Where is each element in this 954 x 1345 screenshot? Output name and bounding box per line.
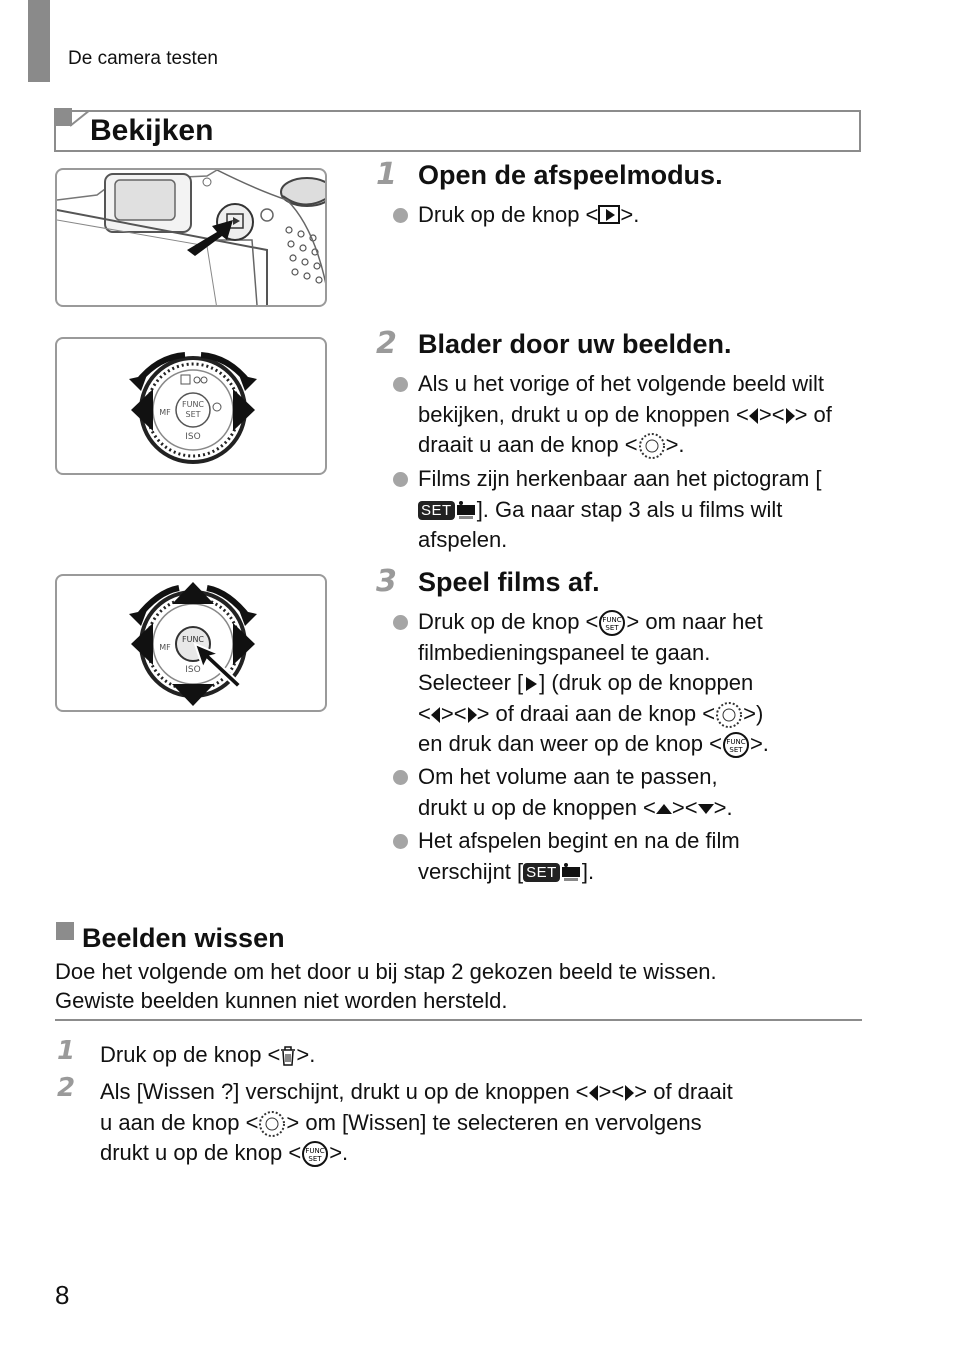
svg-text:FUNC: FUNC: [726, 738, 746, 747]
right-arrow-icon: [467, 707, 477, 723]
control-dial-icon: [258, 1110, 286, 1138]
step-title: Speel films af.: [418, 567, 600, 597]
dial-iso-label: ISO: [185, 432, 201, 442]
dial-iso-label-2: ISO: [185, 665, 201, 675]
subsection-intro-1: Doe het volgende om het door u bij stap 2 gekozen beeld te wissen.: [55, 959, 717, 984]
dial-mf-label-2: MF: [159, 643, 171, 652]
section-corner-icon: [70, 110, 92, 128]
step-title: Blader door uw beelden.: [418, 329, 732, 359]
control-dial-illustration: [55, 337, 327, 475]
svg-text:FUNC: FUNC: [602, 616, 623, 625]
control-dial-icon: [715, 701, 743, 729]
set-badge: SET: [523, 863, 560, 882]
bullet-item: Om het volume aan te passen, drukt u op de knoppen < >< >.: [393, 762, 873, 823]
up-arrow-icon: [656, 803, 672, 815]
bullet-dot: [393, 770, 408, 785]
dial-func-label: FUNC: [181, 400, 205, 409]
delete-step-1: Druk op de knop < >.: [100, 1042, 316, 1067]
bullet-dot: [393, 834, 408, 849]
trash-icon: [280, 1046, 296, 1066]
bullet-dot: [393, 377, 408, 392]
svg-text:SET: SET: [729, 746, 743, 755]
svg-text:FUNC: FUNC: [305, 1147, 325, 1156]
right-arrow-icon: [624, 1085, 634, 1101]
func-set-button-icon: [598, 609, 626, 637]
func-set-button-icon: [722, 731, 750, 759]
bullet-item: Het afspelen begint en na de film verschijnt [ SET ].: [393, 826, 873, 887]
set-badge: SET: [418, 501, 455, 520]
divider: [55, 1019, 862, 1021]
step-number: 2: [57, 1073, 76, 1103]
svg-text:SET: SET: [308, 1155, 322, 1164]
movie-icon: [455, 501, 477, 521]
step-number: 2: [376, 326, 397, 361]
left-arrow-icon: [589, 1085, 599, 1101]
subsection-intro-2: Gewiste beelden kunnen niet worden hersteld.: [55, 988, 508, 1013]
left-arrow-icon: [749, 408, 759, 424]
bullet-item: Als u het vorige of het volgende beeld wilt bekijken, drukt u op de knoppen < >< > of draait u aan de knop < >.: [393, 369, 863, 461]
bullet-item: Films zijn herkenbaar aan het pictogram [SET ]. Ga naar stap 3 als u films wilt afspelen.: [393, 464, 853, 556]
camera-playback-illustration: [55, 168, 327, 307]
left-arrow-icon: [431, 707, 441, 723]
playback-button-icon: [598, 205, 620, 224]
func-set-button-icon: [301, 1140, 329, 1168]
dial-mf-label: MF: [159, 408, 171, 417]
bullet-dot: [393, 208, 408, 223]
dial-set-label: SET: [185, 410, 201, 419]
movie-icon: [560, 863, 582, 883]
step-number: 3: [376, 564, 397, 599]
bullet-dot: [393, 472, 408, 487]
play-icon: [523, 676, 539, 692]
subsection-square-icon: [56, 922, 74, 940]
page-number: 8: [55, 1280, 70, 1310]
step-number: 1: [376, 157, 397, 192]
func-set-illustration: [55, 574, 327, 712]
step-number: 1: [57, 1036, 76, 1066]
chapter-tab: [28, 0, 50, 82]
down-arrow-icon: [698, 803, 714, 815]
svg-text:SET: SET: [605, 624, 619, 633]
section-title: Bekijken: [90, 114, 214, 147]
control-dial-icon: [638, 432, 666, 460]
bullet-item: Druk op de knop < FUNC SET > om naar het filmbedieningspaneel te gaan. Selecteer [ ] (druk op de knoppen < >< > of draai aan de knop < >) en druk dan weer op de knop < FUNC SET >.: [393, 607, 833, 760]
running-head: De camera testen: [68, 48, 218, 69]
step-title: Open de afspeelmodus.: [418, 160, 723, 190]
dial-func-label-2: FUNC: [181, 635, 205, 644]
bullet-item: Druk op de knop < >.: [393, 200, 873, 231]
subsection-title: Beelden wissen: [82, 923, 285, 953]
delete-step-2: Als [Wissen ?] verschijnt, drukt u op de knoppen < >< > of draait u aan de knop < > om [Wissen] te selecteren en vervolgens drukt u op de knop < FUNC SET >.: [100, 1077, 860, 1169]
bullet-dot: [393, 615, 408, 630]
right-arrow-icon: [785, 408, 795, 424]
